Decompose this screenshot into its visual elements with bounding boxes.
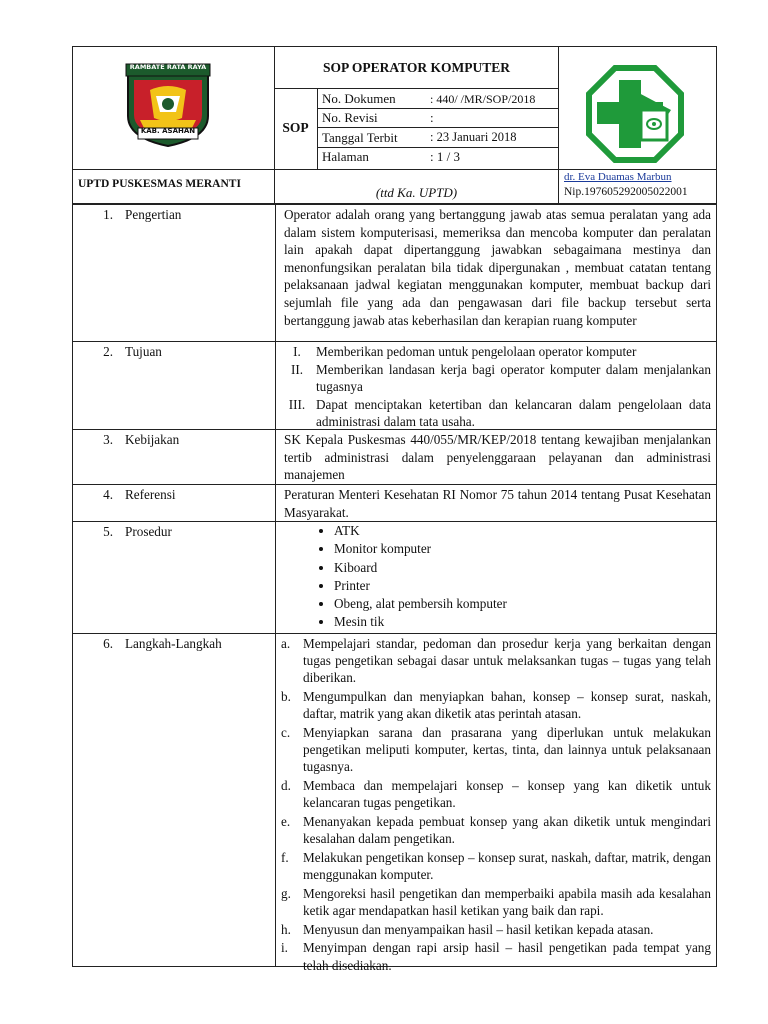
- logo-text-bottom: KAB. ASAHAN: [140, 127, 196, 135]
- list-item: i. Menyimpan dengan rapi arsip hasil – hasil pengetikan pada tempat yang telah disediakan.: [281, 940, 711, 973]
- sop-label: SOP: [282, 120, 309, 135]
- section-prosedur: [73, 521, 716, 633]
- list-item: I. Memberikan pedoman untuk pengelolaan operator komputer: [293, 344, 637, 359]
- kebijakan-text: SK Kepala Puskesmas 440/055/MR/KEP/2018 tentang kewajiban menjalankan tertib administrasi dalam penyelenggaraan pelayanan dan administrasi manajemen: [284, 432, 711, 483]
- field-no-revisi-label: No. Revisi: [322, 110, 378, 125]
- section-number: 4.: [103, 487, 113, 502]
- pengertian-text: Operator adalah orang yang bertanggung jawab atas semua peralatan yang ada dalam sistem komputerisasi, memeriksa dan mencoba komputer dan peralatan lain apakah dapat dipertanggung jawabkan sebagaimana mestinya dan menonfungsikan peralatan bila tidak dipergunakan , membuat catatan tentang pelaksanaan jadwal kegiatan menggunakan komputer, membuat backup dari sejumlah file yang ada dan pengawasan dari file backup tersebut serta bertanggung jawab atas keberhasilan dan kerapian ruang komputer: [284, 207, 711, 328]
- list-item: • Printer: [334, 577, 711, 595]
- puskesmas-logo: [585, 64, 685, 164]
- section-referensi: [73, 484, 716, 521]
- sop-body-table: [72, 204, 717, 973]
- section-label: Kebijakan: [125, 432, 180, 447]
- section-langkah-langkah: [73, 633, 716, 973]
- section-tujuan: [73, 341, 716, 429]
- list-item: d. Membaca dan mempelajari konsep – konsep yang kan diketik untuk kelancaran tugas pengetikan.: [281, 778, 711, 811]
- list-item: h. Menyusun dan menyampaikan hasil – hasil ketikan kepada atasan.: [281, 921, 654, 937]
- list-item: • Obeng, alat pembersih komputer: [334, 595, 711, 613]
- list-item: • Kiboard: [334, 559, 711, 577]
- field-tanggal-terbit-label: Tanggal Terbit: [322, 130, 398, 145]
- field-no-dokumen-value: : 440/ /MR/SOP/2018: [430, 92, 536, 106]
- section-label: Langkah-Langkah: [125, 636, 222, 651]
- section-label: Referensi: [125, 487, 176, 502]
- header-block: [72, 46, 717, 204]
- list-item: • Monitor komputer: [334, 540, 711, 558]
- document-title: SOP OPERATOR KOMPUTER: [322, 60, 511, 75]
- list-item: • ATK: [334, 522, 711, 540]
- list-item: b. Mengumpulkan dan menyiapkan bahan, konsep – konsep surat, naskah, daftar, matrik yang akan diketik atas perintah atasan.: [281, 689, 711, 722]
- list-item: e. Menanyakan kepada pembuat konsep yang akan diketik untuk mengindari kesalahan dalam pengetikan.: [281, 814, 711, 847]
- field-halaman-value: : 1 / 3: [430, 149, 460, 164]
- signer-name: dr. Eva Duamas Marbun: [564, 171, 672, 183]
- section-kebijakan: [73, 429, 716, 484]
- section-label: Pengertian: [125, 207, 182, 222]
- list-item: c. Menyiapkan sarana dan prasarana yang diperlukan untuk melakukan pengetikan meliputi komputer, kertas, tinta, dan lainnya untuk pelaksanaan tugasnya.: [281, 725, 711, 775]
- section-number: 3.: [103, 432, 113, 447]
- field-no-revisi-value: :: [430, 110, 434, 125]
- prosedur-list: [284, 522, 711, 632]
- section-number: 6.: [103, 636, 113, 651]
- section-number: 1.: [103, 207, 113, 222]
- list-item: • Mesin tik: [334, 613, 711, 631]
- section-number: 2.: [103, 344, 113, 359]
- section-pengertian: [73, 204, 716, 341]
- signer-nip: Nip.197605292005022001: [564, 186, 688, 198]
- tujuan-list: [276, 342, 716, 429]
- list-item: g. Mengoreksi hasil pengetikan dan memperbaiki apabila masih ada kesalahan ketik agar mendapatkan hasil ketikan yang baik dan rapi.: [281, 885, 711, 919]
- field-tanggal-terbit-value: : 23 Januari 2018: [430, 130, 517, 144]
- list-item: f. Melakukan pengetikan konsep – konsep surat, naskah, daftar, matrik, dengan menggunakan komputer.: [281, 849, 711, 883]
- langkah-list: [276, 634, 716, 973]
- field-halaman-label: Halaman: [322, 149, 369, 164]
- list-item: a. Mempelajari standar, pedoman dan prosedur kerja yang berkaitan dengan tugas pengetikan sebagai dasar untuk melaksankan tugas – tugas yang telah diberikan.: [281, 636, 711, 686]
- list-item: III. Dapat menciptakan ketertiban dan kelancaran dalam pengelolaan data administrasi dalam tata usaha.: [288, 396, 711, 430]
- ttd-placeholder: (ttd Ka. UPTD): [375, 185, 458, 200]
- section-number: 5.: [103, 524, 113, 539]
- logo-text-top: RAMBATE RATA RAYA: [129, 63, 207, 71]
- section-label: Prosedur: [125, 524, 172, 539]
- section-label: Tujuan: [125, 344, 162, 359]
- referensi-text: Peraturan Menteri Kesehatan RI Nomor 75 tahun 2014 tentang Pusat Kesehatan Masyarakat.: [284, 487, 711, 520]
- org-name: UPTD PUSKESMAS MERANTI: [78, 178, 241, 190]
- field-no-dokumen-label: No. Dokumen: [322, 91, 396, 106]
- list-item: II. Memberikan landasan kerja bagi operator komputer dalam menjalankan tugasnya: [290, 361, 711, 395]
